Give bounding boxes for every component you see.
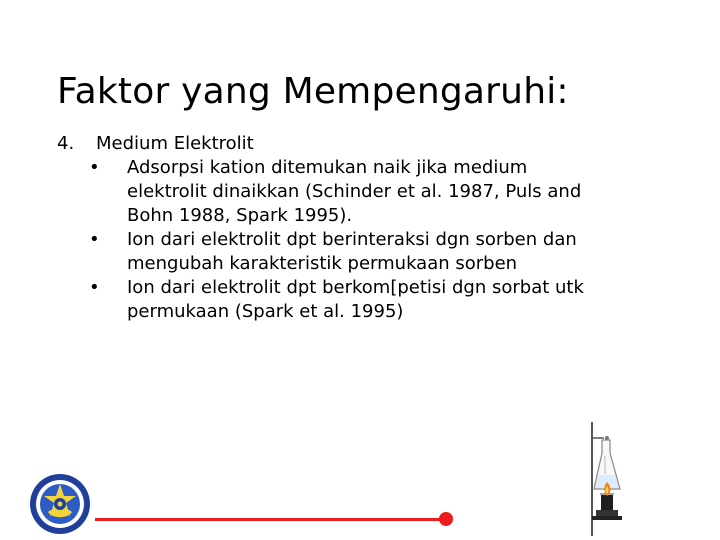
bullet-item-2 (57, 228, 607, 276)
slide-title: Faktor yang Mempengaruhi: (57, 71, 569, 112)
university-seal-icon (28, 472, 92, 536)
bullet-text-line: Bohn 1988, Spark 1995). (127, 205, 353, 226)
bullet-marker: • (89, 277, 100, 298)
bullet-text-line: Ion dari elektrolit dpt berinteraksi dgn sorben dan (127, 229, 577, 250)
bullet-item-3 (57, 276, 607, 324)
footer-divider-line (95, 518, 447, 521)
bullet-text-line: permukaan (Spark et al. 1995) (127, 301, 404, 322)
bullet-text-line: mengubah karakteristik permukaan sorben (127, 253, 518, 274)
bullet-marker: • (89, 157, 100, 178)
item-number: 4. (57, 133, 75, 154)
lab-flask-burner-icon (584, 418, 626, 540)
bullet-text-line: Ion dari elektrolit dpt berkom[petisi dgn sorbat utk (127, 277, 584, 298)
item-label: Medium Elektrolit (96, 133, 254, 154)
bullet-marker: • (89, 229, 100, 250)
bullet-text-line: Adsorpsi kation ditemukan naik jika medium (127, 157, 528, 178)
footer-divider-dot (439, 512, 453, 526)
numbered-heading (57, 132, 657, 156)
slide-content (57, 132, 657, 324)
bullet-item-1 (57, 156, 607, 228)
bullet-text-line: elektrolit dinaikkan (Schinder et al. 1987, Puls and (127, 181, 582, 202)
